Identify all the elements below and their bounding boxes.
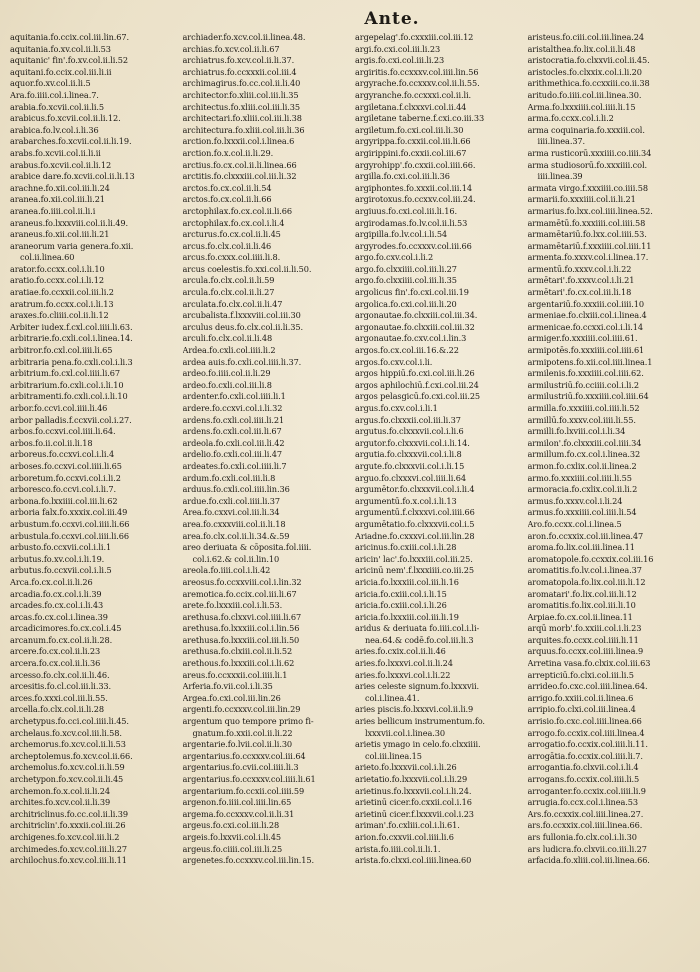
index-entry: arion.fo.cxxvii.col.iiii.li.6 [355, 831, 454, 842]
index-entry: architector.fo.xliii.col.iii.li.35 [182, 89, 299, 100]
index-entry: arbitraria pena.fo.cxli.col.i.li.3 [10, 356, 133, 367]
index-entry: armoracia.fo.cxlix.col.ii.li.2 [527, 484, 638, 495]
index-entry: iiii.linea.39 [537, 171, 583, 182]
index-entry: argiphontes.fo.xxxii.col.iii.14 [355, 182, 472, 193]
index-entry: araneus.fo.xii.col.iii.li.21 [10, 229, 110, 240]
index-entry: argipilla.fo.lv.col.i.li.54 [355, 229, 448, 240]
index-entry: armētari'.fo.xxxv.col.i.li.21 [527, 275, 635, 286]
index-entry: ars.fo.ccxxix.col.iiii.linea.66. [527, 820, 643, 831]
index-entry: argenon.fo.iiii.col.iiii.lin.65 [182, 797, 292, 808]
index-entry: arma rusticorū.xxxiiii.co.iiii.34 [527, 147, 652, 158]
index-entry: arma.fo.ccxx.col.i.li.2 [527, 113, 614, 124]
index-entry: arduus.fo.cxli.col.iiii.lin.36 [182, 484, 290, 495]
index-entry: Ardea.fo.cxli.col.iiii.li.2 [182, 345, 276, 356]
index-entry: Aro.fo.ccxx.col.i.linea.5 [527, 518, 622, 529]
index-entry: aromatopole.fo.ccxxix.col.iii.16 [527, 553, 654, 564]
index-entry: archemolus.fo.xcv.col.ii.li.59 [10, 762, 125, 773]
index-entry: armenicae.fo.ccxxi.col.i.li.14 [527, 321, 643, 332]
index-entry: col.iii.linea.15 [365, 750, 422, 761]
index-entry: arethusa.fo.clxiii.col.ii.li.52 [182, 646, 293, 657]
index-entry: arcades.fo.cx.col.i.li.43 [10, 600, 104, 611]
index-entry: aratiae.fo.ccxxii.col.iii.li.2 [10, 287, 114, 298]
index-entry: arrogantia.fo.clxvii.col.i.li.4 [527, 762, 639, 773]
index-entry: armentū.fo.xxxv.col.i.li.22 [527, 263, 632, 274]
index-entry: armipotēs.fo.xxxiiii.col.iiii.61 [527, 345, 645, 356]
index-entry: arbor palladis.f.ccxvii.col.i.27. [10, 414, 132, 425]
index-entry: arboresco.fo.ccvi.col.i.li.7. [10, 484, 117, 495]
index-entry: ardens.fo.cxli.col.iii.li.67 [182, 426, 282, 437]
index-entry: arculus deus.fo.clx.col.ii.li.35. [182, 321, 303, 332]
index-entry: arabs.fo.xcvii.col.ii.li.ii [10, 147, 101, 158]
index-entry: arrideo.fo.cxc.col.iiii.linea.64. [527, 681, 648, 692]
index-entry: aries celeste signum.fo.lxxxvii. [355, 681, 480, 692]
index-entry: ardere.fo.ccxvi.col.i.li.32 [182, 403, 283, 413]
index-entry: arctitis.fo.clxxxiii.col.iii.li.32 [182, 171, 297, 182]
index-entry: argentum quo tempore primo fi- [182, 716, 314, 727]
index-entry: arcera.fo.cx.col.ii.li.36 [10, 658, 101, 669]
index-entry: arboria falx.fo.xxxix.col.iii.49 [10, 507, 128, 518]
index-entry: argute.fo.clxxxvii.col.i.li.15 [355, 460, 465, 471]
index-entry: armata virgo.f.xxxiiii.co.iiii.58 [527, 182, 648, 193]
index-entry: aroma.fo.lix.col.iii.linea.11 [527, 542, 635, 553]
index-entry: archiader.fo.xcv.col.ii.linea.48. [182, 32, 306, 42]
index-entry: areus.fo.ccxxxii.col.iiii.li.1 [182, 669, 288, 680]
index-entry: Arca.fo.cx.col.ii.li.26 [10, 576, 93, 587]
index-entry: archetypus.fo.cci.col.iiii.li.45. [10, 716, 129, 727]
index-entry: aricin' lac'.fo.lxxxiii.col.iii.25. [355, 553, 473, 564]
index-entry: arcadicimores.fo.cx.col.i.45 [10, 623, 122, 634]
index-entry: arrogātia.fo.ccxix.col.iiii.li.7. [527, 750, 643, 761]
index-entry: arbitramenti.fo.cxli.col.i.li.10 [10, 391, 128, 402]
index-entry: arabica.fo.lv.col.i.li.36 [10, 124, 99, 135]
index-entry: arcus.fo.clx.col.ii.li.46 [182, 240, 272, 251]
index-entry: arabice dare.fo.xcvii.col.ii.li.13 [10, 171, 135, 182]
index-entry: armus.fo.xxxiiii.col.iiii.li.54 [527, 507, 637, 518]
index-entry: arcula.fo.clx.col.ii.li.27 [182, 287, 275, 298]
index-entry: argentarius.fo.cvii.col.iiii.li.3 [182, 762, 299, 773]
page-header: Ante. [364, 9, 420, 29]
index-entry: Ara.fo.iiii.col.i.linea.7. [10, 89, 99, 100]
index-entry: argo.fo.clxxiiii.col.iii.li.35 [355, 275, 457, 286]
index-entry: argolicus fin'.fo.cxi.col.iii.19 [355, 287, 469, 298]
index-entry: col.ii.linea.60 [20, 252, 75, 263]
index-entry: ardeo.fo.iiii.col.ii.li.29 [182, 368, 271, 379]
index-entry: aristalthea.fo.lix.col.ii.li.48 [527, 43, 636, 54]
index-entry: aromatopola.fo.lix.col.iii.li.12 [527, 576, 646, 587]
index-entry: arcanum.fo.cx.col.ii.li.28. [10, 634, 113, 645]
index-entry: argi.fo.cxi.col.iii.li.23 [355, 43, 441, 54]
index-entry: argutor.fo.clxxxvii.col.i.li.14. [355, 437, 470, 448]
index-entry: argyrodes.fo.ccxxxv.col.iii.66 [355, 240, 472, 251]
index-entry: arietinus.fo.lxxxvii.col.i.li.24. [355, 785, 472, 796]
index-entry: argutia.fo.clxxxvii.col.i.li.8 [355, 449, 462, 460]
index-entry: armipotens.fo.xii.col.iiii.linea.1 [527, 356, 653, 367]
index-entry: aries bellicum instrumentum.fo. [355, 716, 485, 727]
index-entry: archiatrus.fo.ccxxxii.col.iii.4 [182, 66, 297, 77]
index-entry: armiger.fo.xxxiiii.col.iiii.61. [527, 333, 638, 344]
index-entry: armamētariū.fo.lxx.col.iiii.53. [527, 229, 647, 240]
index-entry: col.i.62.& col.ii.lin.10 [192, 553, 280, 564]
index-entry: arator.fo.ccxx.col.i.li.10 [10, 263, 105, 274]
index-entry: argentarie.fo.lvii.col.ii.li.30 [182, 739, 293, 750]
index-entry: argyrohipp'.fo.cxxii.col.iiii.66. [355, 159, 476, 170]
index-entry: argutus.fo.clxxxvii.col.i.li.6 [355, 426, 464, 437]
index-entry: nea.64.& codē.fo.col.iii.li.3 [365, 634, 474, 645]
index-entry: Argea.fo.cxi.col.iii.lin.26 [182, 692, 281, 703]
index-entry: archetypon.fo.xcv.col.ii.li.45 [10, 774, 124, 784]
index-entry: arbos.fo.ii.col.ii.li.18 [10, 437, 93, 448]
index-entry: armarius.fo.lxx.col.iiii.linea.52. [527, 205, 653, 216]
index-entry: argonautae.fo.clxxiii.col.iii.32 [355, 321, 475, 332]
index-entry: arbitrium.fo.cxl.col.iiii.li.67 [10, 368, 120, 379]
index-entry: argos.fo.cx.col.iii.16.&.22 [355, 345, 459, 356]
index-entry: aricia.fo.cxiii.col.i.li.26 [355, 600, 447, 611]
index-entry: argumētor.fo.clxxxvii.col.i.li.4 [355, 484, 475, 495]
index-entry: aristocratia.fo.clxxvii.col.ii.45. [527, 55, 650, 66]
index-entry: col.i.linea.41. [365, 692, 420, 703]
index-entry: arbutus.fo.ccxvii.col.i.li.5 [10, 565, 112, 576]
index-entry: arqū morb'.fo.xxiii.col.i.li.23 [527, 623, 642, 634]
index-entry: armētari'.fo.cx.col.iii.li.18 [527, 287, 632, 298]
index-entry: argus.fo.clxxxii.col.iii.li.37 [355, 414, 461, 425]
index-entry: arcus.fo.cxxx.col.iiii.li.8. [182, 252, 281, 263]
index-entry: aristocles.fo.clxxix.col.i.li.20 [527, 66, 642, 77]
index-entry: architectura.fo.xliii.col.iii.li.36 [182, 124, 305, 135]
index-entry: armamētū.fo.xxxiiii.col.iiii.58 [527, 217, 646, 228]
index-entry: aritudo.fo.iiii.col.iii.linea.30. [527, 89, 642, 100]
index-entry: arcturus.fo.cx.col.ii.li.45 [182, 229, 281, 240]
index-entry: aquitanic' fin'.fo.xv.col.ii.li.52 [10, 55, 129, 66]
index-entry: Arma.fo.lxxxiiii.col.iiii.li.15 [527, 101, 636, 112]
index-entry: arista.fo.clxxi.col.iiii.linea.60 [355, 855, 472, 866]
index-entry: armilli.fo.lxviii.col.i.li.34 [527, 426, 626, 437]
index-entry: arces.fo.xxxi.col.iii.li.55. [10, 692, 108, 703]
index-entry: araneus.fo.lxxxviii.col.ii.li.49. [10, 217, 128, 228]
index-entry: argirippini.fo.cxxii.col.iii.67 [355, 147, 467, 158]
index-entry: argeus.fo.ciiii.col.iii.li.25 [182, 843, 283, 854]
index-entry: arithmethica.fo.ccxxiii.co.ii.38 [527, 78, 650, 89]
index-entry: arietis ymago in celo.fo.clxxiiii. [355, 739, 481, 750]
index-entry: argumētatio.fo.clxxxvii.col.i.5 [355, 518, 475, 529]
index-entry: armamētariū.f.xxxiiii.col.iiii.11 [527, 240, 652, 251]
index-entry: arma studiosorū.fo.xxxiiii.col. [527, 159, 648, 170]
index-entry: arquites.fo.ccxx.col.iiii.li.11 [527, 634, 639, 645]
index-entry: arrigo.fo.xxiii.col.ii.linea.6 [527, 692, 634, 703]
index-entry: arietatio.fo.lxxxvii.col.i.li.29 [355, 774, 468, 784]
index-entry: archigenes.fo.xcv.col.iii.li.2 [10, 831, 120, 842]
index-entry: ardens.fo.cxli.col.iiii.li.21 [182, 414, 285, 425]
index-entry: aromatitis.fo.lix.col.iii.li.10 [527, 600, 636, 611]
index-entry: argis.fo.cxi.col.iii.li.23 [355, 55, 445, 66]
index-entry: aratio.fo.ccxx.col.i.li.12 [10, 275, 105, 286]
index-entry: aromatitis.fo.lv.col.i.linea.37 [527, 565, 642, 576]
index-entry: Area.fo.cxxvi.col.iii.li.34 [182, 507, 280, 518]
index-entry: area.fo.clx.col.ii.li.34.&.59 [182, 530, 290, 541]
index-entry: archimagirus.fo.cc.col.ii.li.40 [182, 78, 301, 89]
index-entry: armon.fo.cxlix.col.ii.linea.2 [527, 460, 637, 471]
index-entry: argos aphilochiū.f.cxi.col.iii.24 [355, 379, 479, 390]
index-entry: armo.fo.xxxiiii.col.iiii.li.55 [527, 472, 632, 483]
index-entry: arabus.fo.xcvii.col.ii.li.12 [10, 159, 112, 170]
index-entry: arctos.fo.cx.col.ii.li.54 [182, 182, 272, 193]
index-entry: arma coquinaria.fo.xxxiii.col. [527, 124, 645, 135]
index-entry: arethusa.fo.lxxxiii.col.i.lin.56 [182, 623, 300, 634]
index-entry: aries.fo.lxxxvi.col.i.li.22 [355, 669, 451, 680]
index-entry: arcas.fo.cx.col.i.linea.39 [10, 611, 108, 622]
index-entry: arrepticiū.fo.clxi.col.iii.li.5 [527, 669, 634, 680]
index-entry: iiii.linea.37. [537, 136, 586, 147]
index-entry: aratrum.fo.ccxx.col.i.li.13 [10, 298, 114, 309]
index-entry: arbustula.fo.ccxvi.col.iiii.li.66 [10, 530, 130, 541]
index-entry: aricinus.fo.cxiii.col.i.li.28 [355, 542, 457, 553]
index-entry: armillum.fo.cx.col.i.linea.32 [527, 449, 641, 460]
index-entry: arctos.fo.cx.col.ii.li.66 [182, 194, 272, 205]
index-entry: armilla.fo.xxxiiii.col.iiii.li.52 [527, 403, 640, 413]
index-entry: areola.fo.iiii.col.i.li.42 [182, 565, 271, 576]
index-entry: arachne.fo.xii.col.iii.li.24 [10, 182, 110, 193]
index-entry: archelaus.fo.xcv.col.iii.li.58. [10, 727, 122, 738]
index-entry: arbutus.fo.xv.col.i.li.19. [10, 553, 105, 564]
index-entry: argema.fo.ccxxxv.col.ii.li.31 [182, 808, 295, 819]
index-entry: arquus.fo.ccxx.col.iiii.linea.9 [527, 646, 644, 657]
index-entry: aquitania.fo.ccix.col.iii.lin.67. [10, 32, 130, 42]
index-entry: arboretum.fo.ccxvi.col.i.li.2 [10, 472, 121, 483]
index-entry: architectus.fo.xliii.col.iii.li.35 [182, 101, 301, 112]
index-entry: armeniae.fo.clxiii.col.i.linea.4 [527, 310, 647, 321]
index-entry: arabarches.fo.xcvii.col.ii.li.19. [10, 136, 132, 147]
index-entry: aquitani.fo.ccix.col.iii.li.ii [10, 66, 112, 77]
index-entry: argentarius.fo.ccxxxv.col.iiii.li.61 [182, 774, 316, 784]
index-entry: argenti.fo.ccxxxv.col.iii.lin.29 [182, 704, 301, 715]
index-entry: arboreus.fo.ccxvi.col.i.li.4 [10, 449, 115, 460]
index-entry: aranea.fo.xii.col.iii.li.21 [10, 194, 105, 205]
index-entry: arcella.fo.clx.col.ii.li.28 [10, 704, 104, 715]
index-entry: arietinū cicer.f.lxxxvii.col.i.23 [355, 808, 474, 819]
index-entry: ardeates.fo.cxli.col.iiii.li.7 [182, 460, 287, 471]
index-entry: arethusa.fo.clxxvi.col.iiii.li.67 [182, 611, 302, 622]
index-entry: arcesso.fo.clx.col.ii.li.46. [10, 669, 110, 680]
index-entry: aquor.fo.xv.col.ii.li.5 [10, 78, 91, 89]
index-entry: aricia.fo.cxiii.col.i.li.15 [355, 588, 447, 599]
index-entry: argirotoxus.fo.ccxxv.col.iii.24. [355, 194, 476, 205]
index-entry: argentariū.fo.xxxiii.col.iiii.10 [527, 298, 644, 309]
index-entry: arbos.fo.ccxvi.col.iiii.li.64. [10, 426, 116, 437]
index-entry: arcus coelestis.fo.xxi.col.ii.li.50. [182, 263, 312, 274]
index-entry: argiritis.fo.ccxxxv.col.iiii.lin.56 [355, 66, 479, 77]
index-entry: aranea.fo.iiii.col.ii.li.i [10, 205, 96, 216]
index-entry: arethusa.fo.lxxxiii.col.iii.li.50 [182, 634, 300, 645]
index-entry: argo.fo.cxv.col.i.li.2 [355, 252, 434, 263]
index-entry: Arbiter iudex.f.cxl.col.iiii.li.63. [10, 321, 133, 332]
index-entry: armenta.fo.xxxv.col.i.linea.17. [527, 252, 649, 263]
index-entry: argus.fo.cxv.col.i.li.1 [355, 403, 438, 413]
index-entry: archimedes.fo.xcv.col.iii.li.27 [10, 843, 128, 854]
index-entry: argenetes.fo.ccxxxv.col.iii.lin.15. [182, 855, 314, 866]
index-entry: argyrippa.fo.cxxii.col.iii.li.66 [355, 136, 471, 147]
index-entry: argiletana.f.clxxxvi.col.ii.44 [355, 101, 467, 112]
index-entry: argeis.fo.lxxvii.col.i.li.45 [182, 831, 281, 842]
index-entry: arctophilax.fo.cx.col.i.li.4 [182, 217, 285, 228]
index-entry: archias.fo.xcv.col.ii.li.67 [182, 43, 280, 54]
index-entry: arrogans.fo.ccxix.col.iiii.li.5 [527, 774, 640, 784]
index-entry: argos.fo.cxv.col.i.li. [355, 356, 433, 367]
index-entry: ardea auis.fo.cxli.col.iiii.li.37. [182, 356, 302, 367]
index-entry: armus.fo.xxxv.col.i.li.24 [527, 495, 623, 506]
index-entry: aridus & deriuata fo.iiii.col.i.li- [355, 623, 480, 634]
index-entry: areosus.fo.ccxxviii.col.i.lin.32 [182, 576, 302, 587]
index-entry: arrugia.fo.ccx.col.i.linea.53 [527, 797, 638, 808]
index-entry: arbusto.fo.ccxvii.col.i.li.1 [10, 542, 112, 553]
index-entry: arbitrarie.fo.cxli.col.i.linea.14. [10, 333, 133, 344]
index-entry: arethous.fo.lxxxiii.col.i.li.62 [182, 658, 295, 669]
index-entry: ardue.fo.cxli.col.iiii.li.37 [182, 495, 280, 506]
index-entry: arrogatio.fo.ccxix.col.iiii.li.11. [527, 739, 648, 750]
index-entry: argiletane taberne.f.cxi.co.iii.33 [355, 113, 485, 124]
index-entry: argonautae.fo.clxxiii.col.iii.34. [355, 310, 478, 321]
index-entry: areo deriuata & cōposita.fol.iiii. [182, 542, 312, 553]
index-entry: arcula.fo.clx.col.ii.li.59 [182, 275, 275, 286]
index-entry: argonautae.fo.cxv.col.i.lin.3 [355, 333, 467, 344]
index-entry: ars fullonia.fo.clx.col.i.li.30 [527, 831, 637, 842]
index-entry: argentarium.fo.ccxii.col.iiii.59 [182, 785, 305, 796]
index-entry: argumentū.f.clxxxvi.col.iiii.66 [355, 507, 475, 518]
index-entry: arrogo.fo.ccxix.col.iiii.linea.4 [527, 727, 645, 738]
index-entry: arabicus.fo.xcvii.col.ii.li.12. [10, 113, 121, 124]
index-entry: arabia.fo.xcvii.col.ii.li.5 [10, 101, 105, 112]
index-entry: ardeola.fo.cxli.col.iii.li.42 [182, 437, 285, 448]
index-entry: aremotica.fo.ccix.col.iii.li.67 [182, 588, 297, 599]
index-entry: arculi.fo.clx.col.ii.li.48 [182, 333, 273, 344]
index-entry: argyrache.fo.ccxxxv.col.ii.li.55. [355, 78, 480, 89]
index-entry: arbor.fo.ccvi.col.iiii.li.46 [10, 403, 108, 413]
index-entry: arete.fo.lxxxiii.col.i.li.53. [182, 600, 283, 611]
index-entry: armillū.fo.xxxv.col.iiii.li.55. [527, 414, 636, 425]
index-entry: arbitrarium.fo.cxli.col.i.li.10 [10, 379, 124, 390]
index-entry: lxxxvii.col.i.linea.30 [365, 727, 445, 738]
index-entry: armilon'.fo.clxxxiii.col.iiii.34 [527, 437, 642, 448]
index-entry: Arpiae.fo.cx.col.ii.linea.11 [527, 611, 633, 622]
index-entry: ardenter.fo.cxli.col.iiii.li.1 [182, 391, 286, 402]
index-entry: arroganter.fo.ccxix.col.iiii.li.9 [527, 785, 646, 796]
index-entry: argepelag'.fo.cxxxiii.col.iii.12 [355, 32, 474, 42]
index-column-3 [355, 32, 522, 972]
index-entry: aristeus.fo.ciii.col.iii.linea.24 [527, 32, 644, 42]
index-entry: ardum.fo.cxli.col.iii.li.8 [182, 472, 276, 483]
index-entry: aquitania.fo.xv.col.ii.li.53 [10, 43, 111, 54]
index-entry: aron.fo.ccxxix.col.iii.linea.47 [527, 530, 644, 541]
index-entry: argilla.fo.cxi.col.iii.li.36 [355, 171, 450, 182]
index-entry: ardeo.fo.cxli.col.iii.li.8 [182, 379, 272, 390]
index-entry: argiuus.fo.cxi.col.iii.li.16. [355, 205, 458, 216]
index-entry: aricia.fo.lxxxiii.col.iii.li.16 [355, 576, 459, 587]
index-entry: argos pelasgicū.fo.cxi.col.iii.25 [355, 391, 481, 402]
index-column-4 [528, 32, 695, 972]
index-entry: arbona.fo.lxxiiii.col.iii.li.62 [10, 495, 118, 506]
index-entry: arripio.fo.clxi.col.iii.linea.4 [527, 704, 636, 715]
index-entry: aromatari'.fo.lix.col.iii.li.12 [527, 588, 637, 599]
index-entry: Arretina vasa.fo.clxix.col.iii.63 [527, 658, 651, 669]
index-entry: archemorus.fo.xcv.col.ii.li.53 [10, 739, 126, 750]
index-entry: architectari.fo.xliii.col.iii.li.38 [182, 113, 302, 124]
index-entry: arieto.fo.lxxxvii.col.i.li.26 [355, 762, 457, 773]
index-entry: arctophilax.fo.cx.col.ii.li.66 [182, 205, 293, 216]
index-entry: argyranche.fo.ccxxxi.col.ii.li. [355, 89, 472, 100]
index-entry: armilustriū.fo.cciiii.col.i.li.2 [527, 379, 639, 390]
index-entry: arcubalista.f.lxxxviii.col.iii.30 [182, 310, 301, 321]
index-entry: arfacida.fo.xliii.col.iii.linea.66. [527, 855, 650, 866]
index-entry: area.fo.cxxxviii.col.ii.li.18 [182, 518, 286, 529]
index-entry: archiatrus.fo.xcv.col.ii.li.37. [182, 55, 295, 66]
index-entry: Ars.fo.ccxxix.col.iiii.linea.27. [527, 808, 644, 819]
index-entry: aries.fo.cxix.col.ii.li.46 [355, 646, 446, 657]
index-entry: arrisio.fo.cxc.col.iiii.linea.66 [527, 716, 642, 727]
index-entry: architriclinus.fo.cc.col.ii.li.39 [10, 808, 128, 819]
index-entry: arbustum.fo.ccxvi.col.iiii.li.66 [10, 518, 130, 529]
index-entry: ariman'.fo.cxliii.col.i.li.61. [355, 820, 460, 831]
index-entry: armilenis.fo.xxxiiii.col.iiii.62. [527, 368, 644, 379]
index-entry: arcadia.fo.cx.col.i.li.39 [10, 588, 102, 599]
index-entry: arculata.fo.clx.col.ii.li.47 [182, 298, 283, 309]
index-entry: arbitror.fo.cxl.col.iiii.li.65 [10, 345, 113, 356]
index-column-2 [183, 32, 350, 972]
index-entry: argumentū.fo.x.col.i.li.13 [355, 495, 457, 506]
index-entry: argirodamas.fo.lv.col.ii.li.53 [355, 217, 468, 228]
index-entry: Ariadne.fo.cxxxvi.col.iii.lin.28 [355, 530, 475, 541]
index-entry: araxes.fo.cliiii.col.ii.li.12 [10, 310, 109, 321]
index-entry: araneorum varia genera.fo.xii. [10, 240, 134, 251]
index-entry: archites.fo.xcv.col.ii.li.39 [10, 797, 111, 808]
index-entry: arcere.fo.cx.col.ii.li.23 [10, 646, 101, 657]
index-entry: Arferia.fo.vii.col.i.li.35 [182, 681, 273, 692]
index-entry: archemon.fo.x.col.ii.li.24 [10, 785, 110, 796]
index-entry: argeus.fo.cxi.col.iii.li.28 [182, 820, 280, 831]
index-entry: gnatum.fo.xxii.col.ii.li.22 [192, 727, 293, 738]
index-entry: argo.fo.clxxiiii.col.iii.li.27 [355, 263, 457, 274]
index-column-1 [10, 32, 177, 972]
index-entry: aricinū nem'.f.lxxxiiii.co.iii.25 [355, 565, 474, 576]
index-entry: arcesitis.fo.cl.col.iii.li.33. [10, 681, 112, 692]
index-entry: ars ludicra.fo.clxvii.co.iii.li.27 [527, 843, 647, 854]
index-entry: arguo.fo.clxxxvi.col.iiii.li.64 [355, 472, 466, 483]
index-entry: aricia.fo.lxxxiii.col.iii.li.19 [355, 611, 459, 622]
index-entry: arctius.fo.cx.col.ii.li.linea.66 [182, 159, 297, 170]
index-entry: arction.fo.lxxxii.col.i.linea.6 [182, 136, 295, 147]
index-entry: argiletum.fo.cxi.col.iii.li.30 [355, 124, 464, 135]
index-entry: ardelio.fo.cxli.col.iii.li.47 [182, 449, 283, 460]
index-entry: arietinū cicer.fo.cxxii.col.i.16 [355, 797, 472, 808]
index-columns [10, 32, 694, 972]
index-entry: aries.fo.lxxxvi.col.ii.li.24 [355, 658, 453, 669]
index-entry: arboses.fo.ccxvi.col.iiii.li.65 [10, 460, 122, 471]
index-entry: argolica.fo.cxi.col.iii.li.20 [355, 298, 457, 309]
index-entry: arction.fo.x.col.ii.li.29. [182, 147, 274, 158]
index-entry: aries piscis.fo.lxxxvi.col.ii.li.9 [355, 704, 474, 715]
index-entry: armarii.fo.xxxiiii.col.ii.li.21 [527, 194, 636, 205]
index-entry: arista.fo.iiii.col.ii.li.1. [355, 843, 441, 854]
index-entry: archilochus.fo.xcv.col.iii.li.11 [10, 855, 127, 866]
index-entry: archeptolemus.fo.xcv.col.ii.66. [10, 750, 133, 761]
index-entry: argentarius.fo.ccxxxv.col.iii.64 [182, 750, 306, 761]
index-entry: argos hippiū.fo.cxi.col.iii.li.26 [355, 368, 475, 379]
index-entry: armilustriū.fo.xxxiiii.col.iiii.64 [527, 391, 649, 402]
index-entry: architriclin'.fo.xxxii.col.iii.26 [10, 820, 126, 831]
